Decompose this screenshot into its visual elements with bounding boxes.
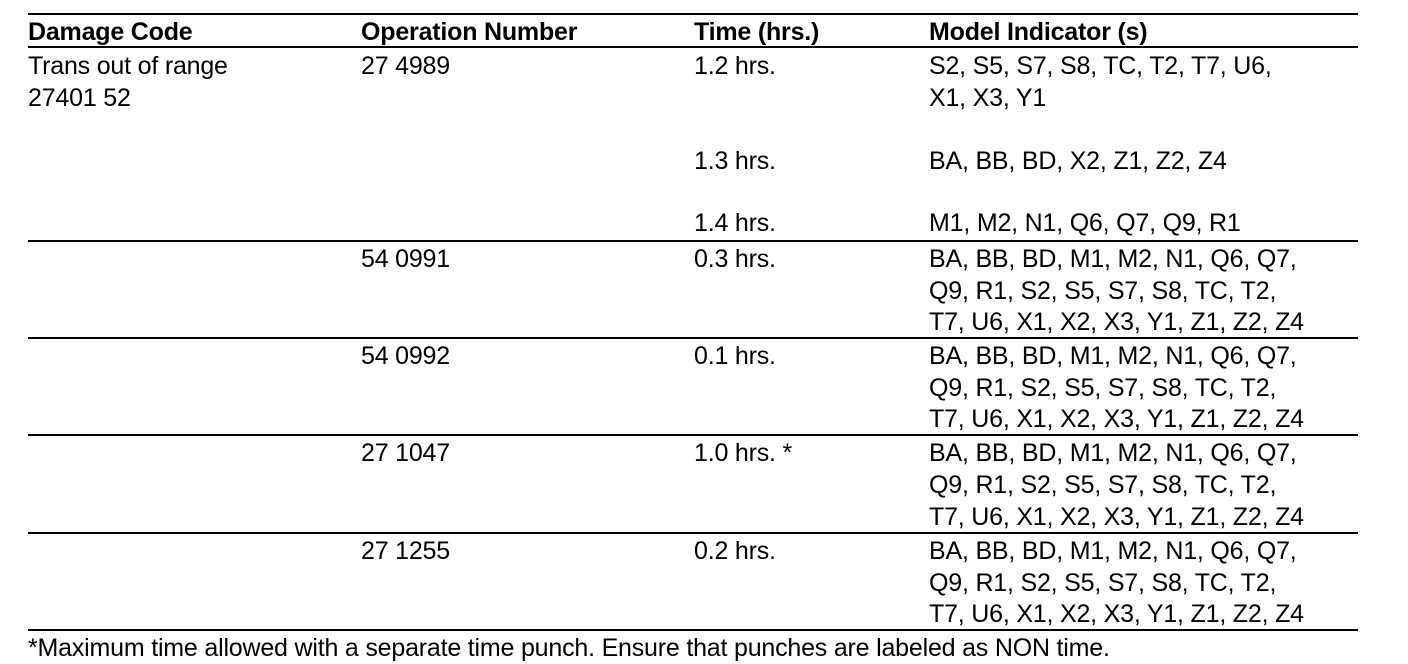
model-indicator-line: M1, M2, N1, Q6, Q7, Q9, R1 <box>929 209 1241 237</box>
model-indicator-line: T7, U6, X1, X2, X3, Y1, Z1, Z2, Z4 <box>929 503 1304 531</box>
operation-number: 54 0991 <box>361 245 450 273</box>
model-indicator-line: T7, U6, X1, X2, X3, Y1, Z1, Z2, Z4 <box>929 308 1304 336</box>
model-indicator-line: BA, BB, BD, M1, M2, N1, Q6, Q7, <box>929 342 1297 370</box>
model-indicator-line: BA, BB, BD, X2, Z1, Z2, Z4 <box>929 147 1227 175</box>
model-indicator-line: T7, U6, X1, X2, X3, Y1, Z1, Z2, Z4 <box>929 405 1304 433</box>
model-indicator-line: X1, X3, Y1 <box>929 84 1047 112</box>
model-indicator-line: BA, BB, BD, M1, M2, N1, Q6, Q7, <box>929 439 1297 467</box>
time-value: 1.2 hrs. <box>694 52 776 80</box>
operation-number: 27 4989 <box>361 52 450 80</box>
time-value: 0.1 hrs. <box>694 342 776 370</box>
time-value: 0.3 hrs. <box>694 245 776 273</box>
time-value: 1.4 hrs. <box>694 209 776 237</box>
model-indicator-line: S2, S5, S7, S8, TC, T2, T7, U6, <box>929 52 1272 80</box>
damage-code-number: 27401 52 <box>28 84 131 112</box>
model-indicator-line: Q9, R1, S2, S5, S7, S8, TC, T2, <box>929 277 1277 305</box>
operation-number: 27 1047 <box>361 439 450 467</box>
time-value: 1.3 hrs. <box>694 147 776 175</box>
table-top-rule <box>28 13 1358 15</box>
time-value: 0.2 hrs. <box>694 537 776 565</box>
footnote: *Maximum time allowed with a separate time punch. Ensure that punches are labeled as NON time. <box>28 634 1110 662</box>
damage-code-description: Trans out of range <box>28 52 228 80</box>
column-header-damage-code: Damage Code <box>28 18 193 46</box>
column-header-time: Time (hrs.) <box>694 18 820 46</box>
column-header-operation-number: Operation Number <box>361 18 578 46</box>
header-rule <box>28 46 1358 48</box>
column-header-model-indicator: Model Indicator (s) <box>929 18 1148 46</box>
model-indicator-line: T7, U6, X1, X2, X3, Y1, Z1, Z2, Z4 <box>929 600 1304 628</box>
model-indicator-line: Q9, R1, S2, S5, S7, S8, TC, T2, <box>929 569 1277 597</box>
operation-number: 27 1255 <box>361 537 450 565</box>
time-value: 1.0 hrs. * <box>694 439 793 467</box>
model-indicator-line: Q9, R1, S2, S5, S7, S8, TC, T2, <box>929 374 1277 402</box>
model-indicator-line: BA, BB, BD, M1, M2, N1, Q6, Q7, <box>929 537 1297 565</box>
row-divider <box>28 240 1358 242</box>
model-indicator-line: BA, BB, BD, M1, M2, N1, Q6, Q7, <box>929 245 1297 273</box>
model-indicator-line: Q9, R1, S2, S5, S7, S8, TC, T2, <box>929 471 1277 499</box>
operation-number: 54 0992 <box>361 342 450 370</box>
